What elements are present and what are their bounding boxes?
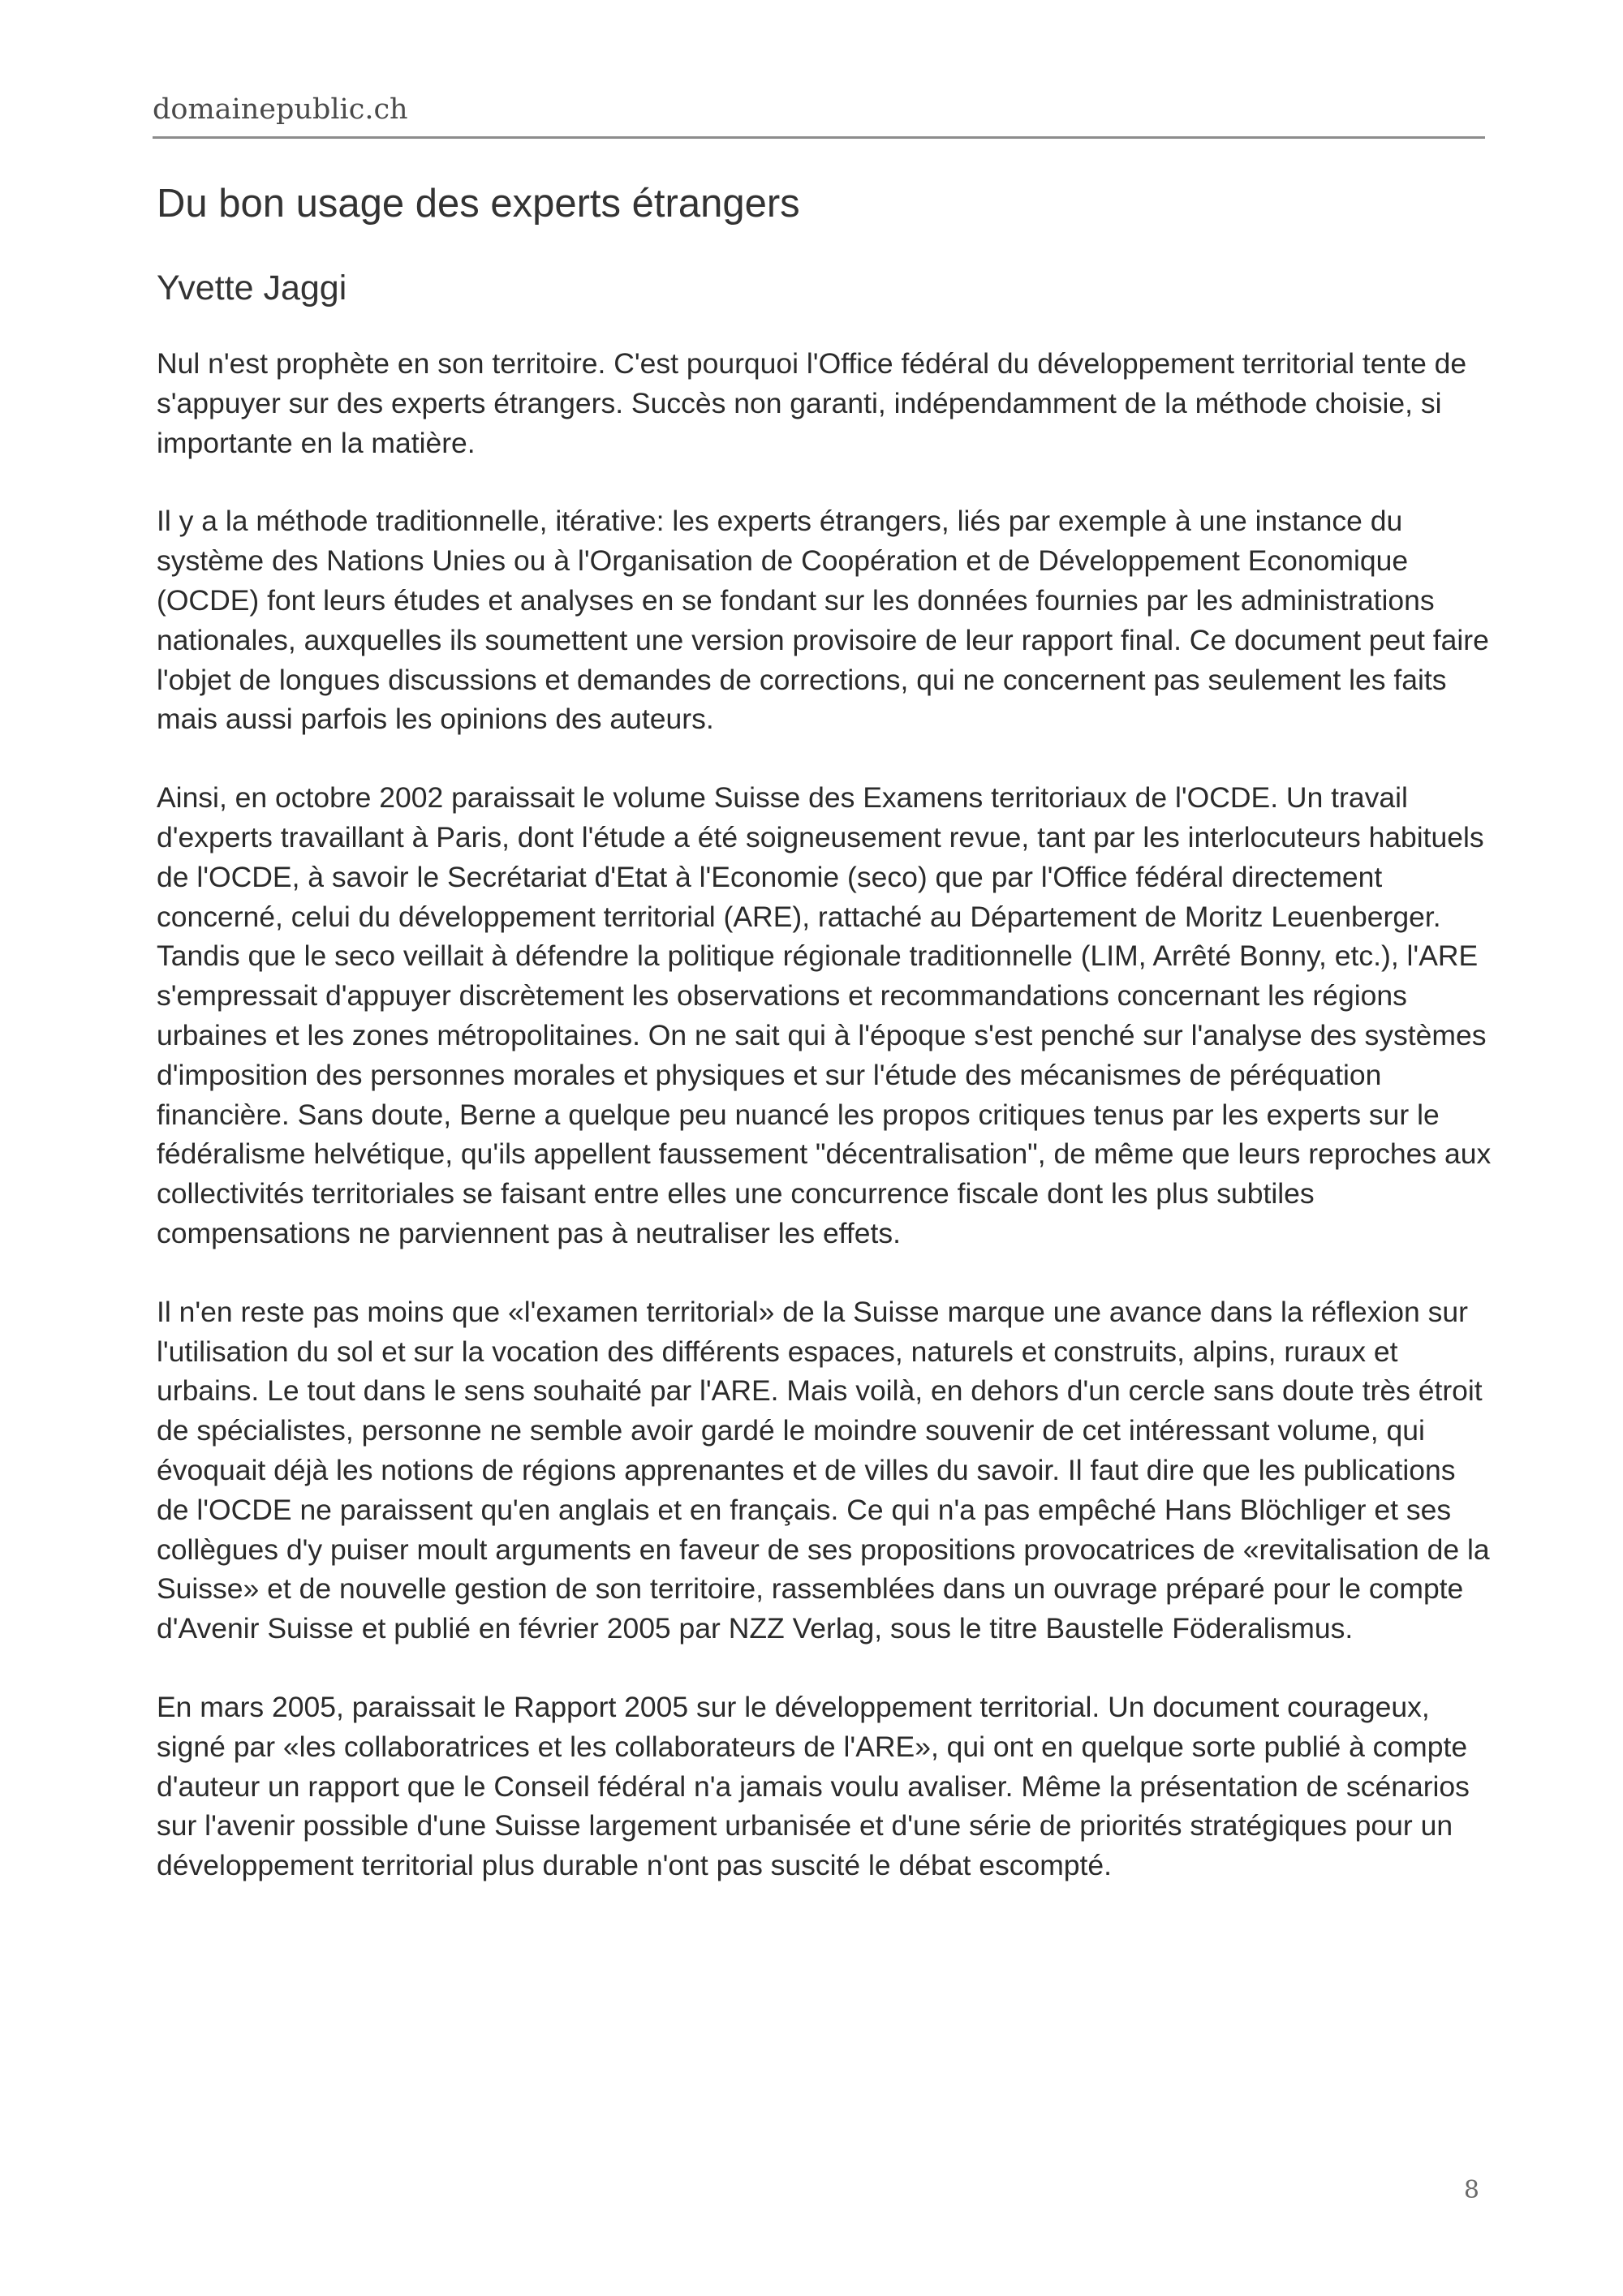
article-author: Yvette Jaggi	[157, 269, 347, 307]
header-rule	[153, 136, 1485, 139]
page-number: 8	[1463, 2176, 1479, 2204]
paragraph: En mars 2005, paraissait le Rapport 2005 sur le développement territorial. Un document courageux, signé par «les collaboratrices et les collaborateurs de l'ARE», qui ont en quelque sorte publié à compte d'auteur un rapport que le Conseil fédéral n'a jamais voulu avaliser. Même la présentation de scénarios sur l'avenir possible d'une Suisse largement urbanisée et d'une série de priorités stratégiques pour un développement territorial plus durable n'ont pas suscité le débat escompté.	[157, 1690, 1470, 1882]
article-body	[157, 344, 1492, 1885]
paragraph: Il n'en reste pas moins que «l'examen territorial» de la Suisse marque une avance dans la réflexion sur l'utilisation du sol et sur la vocation des différents espaces, naturels et construits, alpins, ruraux et urbains. Le tout dans le sens souhaité par l'ARE. Mais voilà, en dehors d'un cercle sans doute très étroit de spécialistes, personne ne semble avoir gardé le moindre souvenir de cet intéressant volume, qui évoquait déjà les notions de régions apprenantes et de villes du savoir. Il faut dire que les publications de l'OCDE ne paraissent qu'en anglais et en français. Ce qui n'a pas empêché Hans Blöchliger et ses collègues d'y puiser moult arguments en faveur de ses propositions provocatrices de «revitalisation de la Suisse» et de nouvelle gestion de son territoire, rassemblées dans un ouvrage préparé pour le compte d'Avenir Suisse et publié en février 2005 par NZZ Verlag, sous le titre Baustelle Föderalismus.	[157, 1295, 1490, 1645]
site-header: domainepublic.ch	[153, 93, 408, 126]
paragraph: Nul n'est prophète en son territoire. C'est pourquoi l'Office fédéral du développement territorial tente de s'appuyer sur des experts étrangers. Succès non garanti, indépendamment de la méthode choisie, si importante en la matière.	[157, 347, 1467, 459]
paragraph: Il y a la méthode traditionnelle, itérative: les experts étrangers, liés par exemple à une instance du système des Nations Unies ou à l'Organisation de Coopération et de Développement Economique (OCDE) font leurs études et analyses en se fondant sur les données fournies par les administrations nationales, auxquelles ils soumettent une version provisoire de leur rapport final. Ce document peut faire l'objet de longues discussions et demandes de corrections, qui ne concernent pas seulement les faits mais aussi parfois les opinions des auteurs.	[157, 505, 1489, 736]
paragraph: Ainsi, en octobre 2002 paraissait le volume Suisse des Examens territoriaux de l'OCDE. Un travail d'experts travaillant à Paris, dont l'étude a été soigneusement revue, tant par les interlocuteurs habituels de l'OCDE, à savoir le Secrétariat d'Etat à l'Economie (seco) que par l'Office fédéral directement concerné, celui du développement territorial (ARE), rattaché au Département de Moritz Leuenberger. Tandis que le seco veillait à défendre la politique régionale traditionnelle (LIM, Arrêté Bonny, etc.), l'ARE s'empressait d'appuyer discrètement les observations et recommandations concernant les régions urbaines et les zones métropolitaines. On ne sait qui à l'époque s'est penché sur l'analyse des systèmes d'imposition des personnes morales et physiques et sur l'étude des mécanismes de péréquation financière. Sans doute, Berne a quelque peu nuancé les propos critiques tenus par les experts sur le fédéralisme helvétique, qu'ils appellent faussement "décentralisation", de même que leurs reproches aux collectivités territoriales se faisant entre elles une concurrence fiscale dont les plus subtiles compensations ne parviennent pas à neutraliser les effets.	[157, 781, 1492, 1249]
article	[157, 177, 1492, 1924]
article-title: Du bon usage des experts étrangers	[157, 182, 800, 226]
